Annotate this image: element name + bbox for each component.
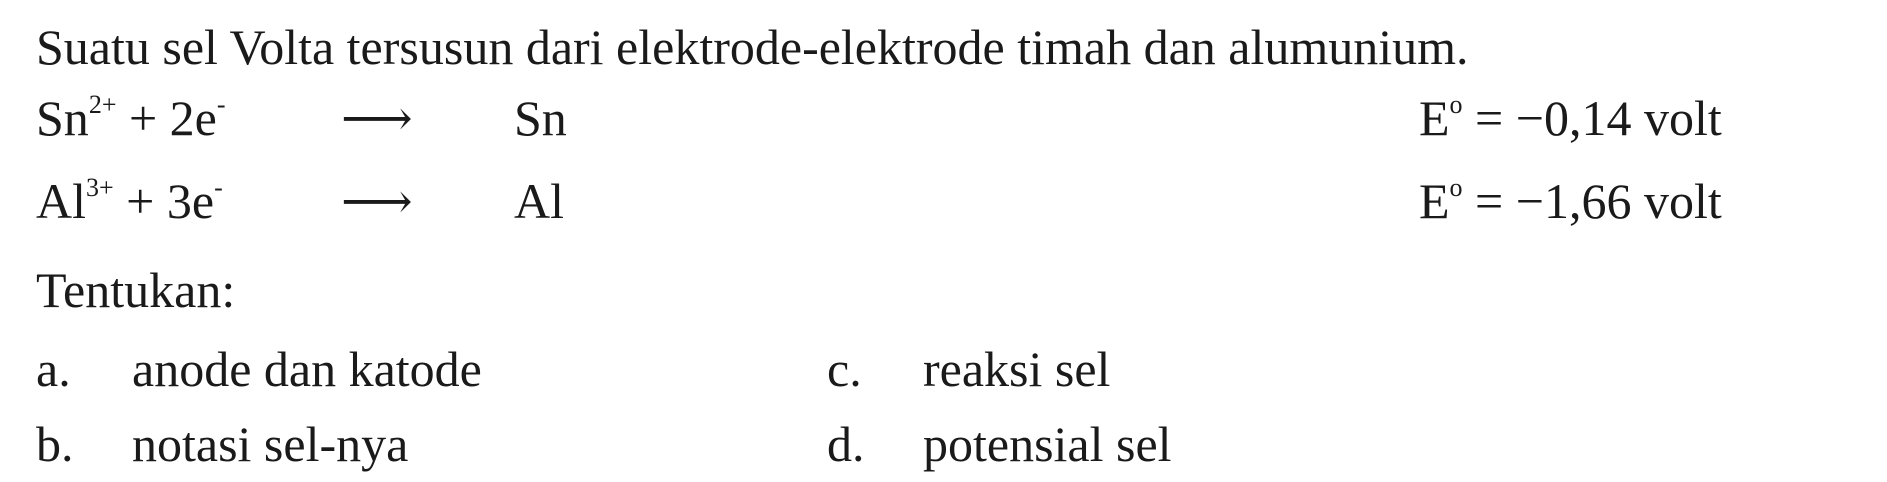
- reaction-product: Sn: [514, 90, 567, 146]
- ion-charge: 3+: [86, 173, 114, 202]
- reaction-row-al: [36, 173, 1836, 236]
- arrow-icon: ⟶: [341, 173, 413, 229]
- standard-potential: [1419, 173, 1722, 229]
- reaction-row-sn: [36, 90, 1836, 153]
- option-text: reaksi sel: [923, 341, 1111, 397]
- option-d: [827, 415, 1427, 475]
- option-letter: d.: [827, 416, 865, 472]
- reaction-reactant: [36, 90, 226, 146]
- task-label: Tentukan:: [36, 262, 236, 318]
- arrow-icon: ⟶: [341, 90, 413, 146]
- option-c: [827, 340, 1427, 400]
- option-text: notasi sel-nya: [132, 416, 409, 472]
- electron-charge: -: [216, 90, 226, 119]
- option-b: [36, 415, 636, 475]
- ion-charge: 2+: [88, 90, 117, 119]
- potential-label: E: [1419, 90, 1450, 146]
- potential-label: E: [1419, 173, 1450, 229]
- potential-sup: o: [1449, 173, 1463, 202]
- potential-sup: o: [1449, 90, 1463, 119]
- option-text: anode dan katode: [132, 341, 482, 397]
- option-a: [36, 340, 636, 400]
- reaction-product: Al: [514, 173, 564, 229]
- electrons: + 2e: [128, 90, 217, 146]
- intro-text: Suatu sel Volta tersusun dari elektrode-elektrode timah dan alumunium.: [36, 19, 1469, 75]
- option-letter: c.: [827, 341, 862, 397]
- option-letter: a.: [36, 341, 71, 397]
- species: Sn: [36, 90, 89, 146]
- standard-potential: [1419, 90, 1722, 146]
- option-text: potensial sel: [923, 416, 1172, 472]
- electron-charge: -: [214, 173, 223, 202]
- potential-value: = −1,66 volt: [1475, 173, 1722, 229]
- option-letter: b.: [36, 416, 74, 472]
- electrons: + 3e: [126, 173, 215, 229]
- reaction-reactant: [36, 173, 223, 229]
- potential-value: = −0,14 volt: [1475, 90, 1722, 146]
- species: Al: [36, 173, 86, 229]
